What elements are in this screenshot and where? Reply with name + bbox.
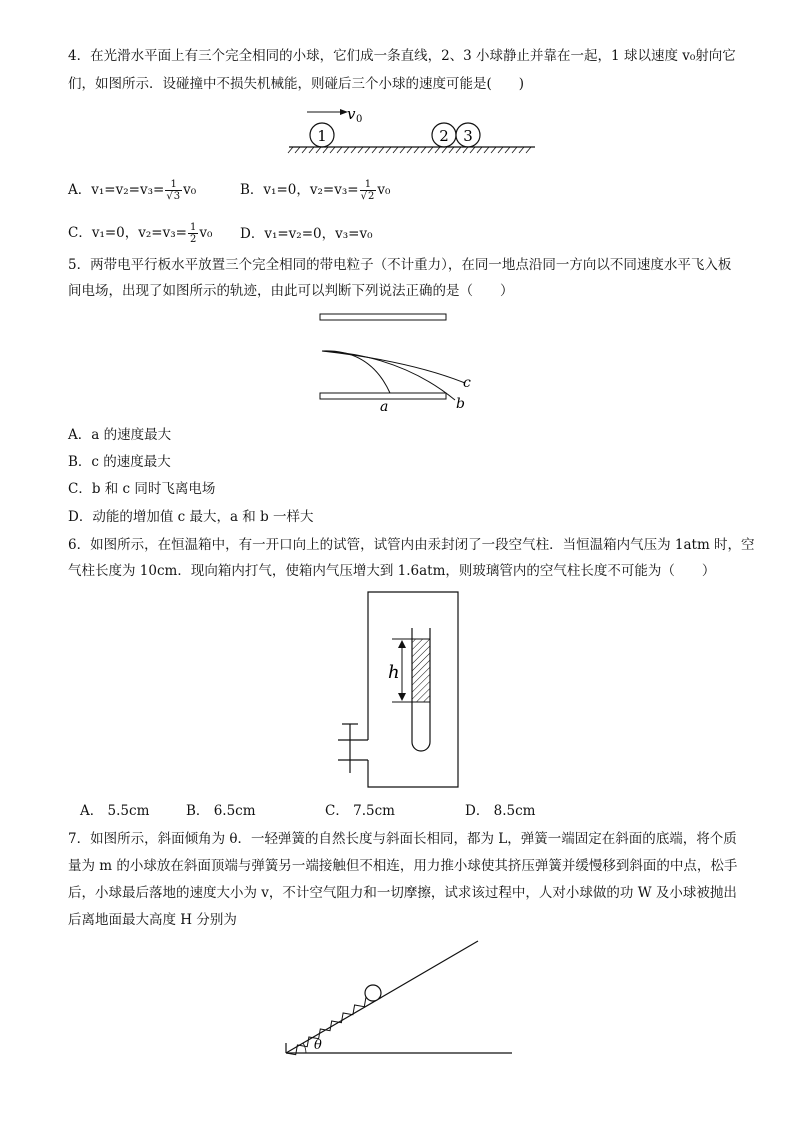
ball-3-label: 3 xyxy=(463,127,473,145)
q5-option-d[interactable]: D．动能的增加值 c 最大，a 和 b 一样大 xyxy=(68,509,314,525)
q5-stem-line2: 间电场，出现了如图所示的轨迹，由此可以判断下列说法正确的是（ ） xyxy=(68,283,514,299)
q4-stem-line1: 4．在光滑水平面上有三个完全相同的小球，它们成一条直线，2、3 小球静止并靠在一起，1 球以速度 v₀射向它 xyxy=(68,48,736,64)
q6-option-d[interactable]: D． 8.5cm xyxy=(465,803,536,819)
q5-option-b[interactable]: B．c 的速度最大 xyxy=(68,454,171,470)
q4-option-a[interactable]: A．v₁=v₂=v₃= $\frac{1}{√3}$ v₀ xyxy=(68,179,197,202)
q4-figure-colliding-balls xyxy=(285,100,540,156)
q6-stem-line2: 气柱长度为 10cm．现向箱内打气，使箱内气压增大到 1.6atm，则玻璃管内的空气柱长度不可能为（ ） xyxy=(68,563,716,579)
velocity-subscript: 0 xyxy=(356,114,363,125)
q6-option-c[interactable]: C． 7.5cm xyxy=(325,803,395,819)
q5-option-a[interactable]: A．a 的速度最大 xyxy=(68,427,172,443)
q5-figure-parallel-plates xyxy=(310,305,490,415)
q7-stem-line1: 7．如图所示，斜面倾角为 θ．一轻弹簧的自然长度与斜面长相同，都为 L，弹簧一端固定在斜面的底端，将个质 xyxy=(68,831,737,847)
q6-option-b[interactable]: B． 6.5cm xyxy=(186,803,256,819)
q7-stem-line4: 后离地面最大高度 H 分别为 xyxy=(68,912,237,928)
trajectory-a-label: a xyxy=(380,399,389,415)
ball-1-label: 1 xyxy=(317,127,327,145)
q4-option-c[interactable]: C．v₁=0，v₂=v₃= $\frac{1}{2}$ v₀ xyxy=(68,222,213,245)
q6-figure-thermostat-box xyxy=(330,590,465,795)
q7-stem-line3: 后，小球最后落地的速度大小为 v，不计空气阻力和一切摩擦，试求该过程中，人对小球做的功 W 及小球被抛出 xyxy=(68,885,737,901)
height-h-label: h xyxy=(388,662,400,683)
q7-figure-incline-spring xyxy=(280,935,520,1060)
q6-option-a[interactable]: A． 5.5cm xyxy=(80,803,150,819)
q7-stem-line2: 量为 m 的小球放在斜面顶端与弹簧另一端接触但不相连，用力推小球使其挤压弹簧并缓慢移到斜面的中点，松手 xyxy=(68,858,738,874)
q4-stem-line2: 们，如图所示．设碰撞中不损失机械能，则碰后三个小球的速度可能是( ) xyxy=(68,76,525,92)
trajectory-b-label: b xyxy=(456,396,465,412)
q5-option-c[interactable]: C．b 和 c 同时飞离电场 xyxy=(68,481,216,497)
velocity-label: v xyxy=(347,105,356,123)
q6-stem-line1: 6．如图所示，在恒温箱中，有一开口向上的试管，试管内由汞封闭了一段空气柱．当恒温箱内气压为 1atm 时，空 xyxy=(68,537,755,553)
trajectory-c-label: c xyxy=(463,375,471,391)
q4-option-d[interactable]: D．v₁=v₂=0，v₃=v₀ xyxy=(240,226,373,242)
ball-2-label: 2 xyxy=(439,127,449,145)
q4-option-b[interactable]: B．v₁=0，v₂=v₃= $\frac{1}{√2}$ v₀ xyxy=(240,179,391,202)
q5-stem-line1: 5．两带电平行板水平放置三个完全相同的带电粒子（不计重力），在同一地点沿同一方向以不同速度水平飞入板 xyxy=(68,257,732,273)
angle-theta-label: θ xyxy=(314,1038,322,1053)
